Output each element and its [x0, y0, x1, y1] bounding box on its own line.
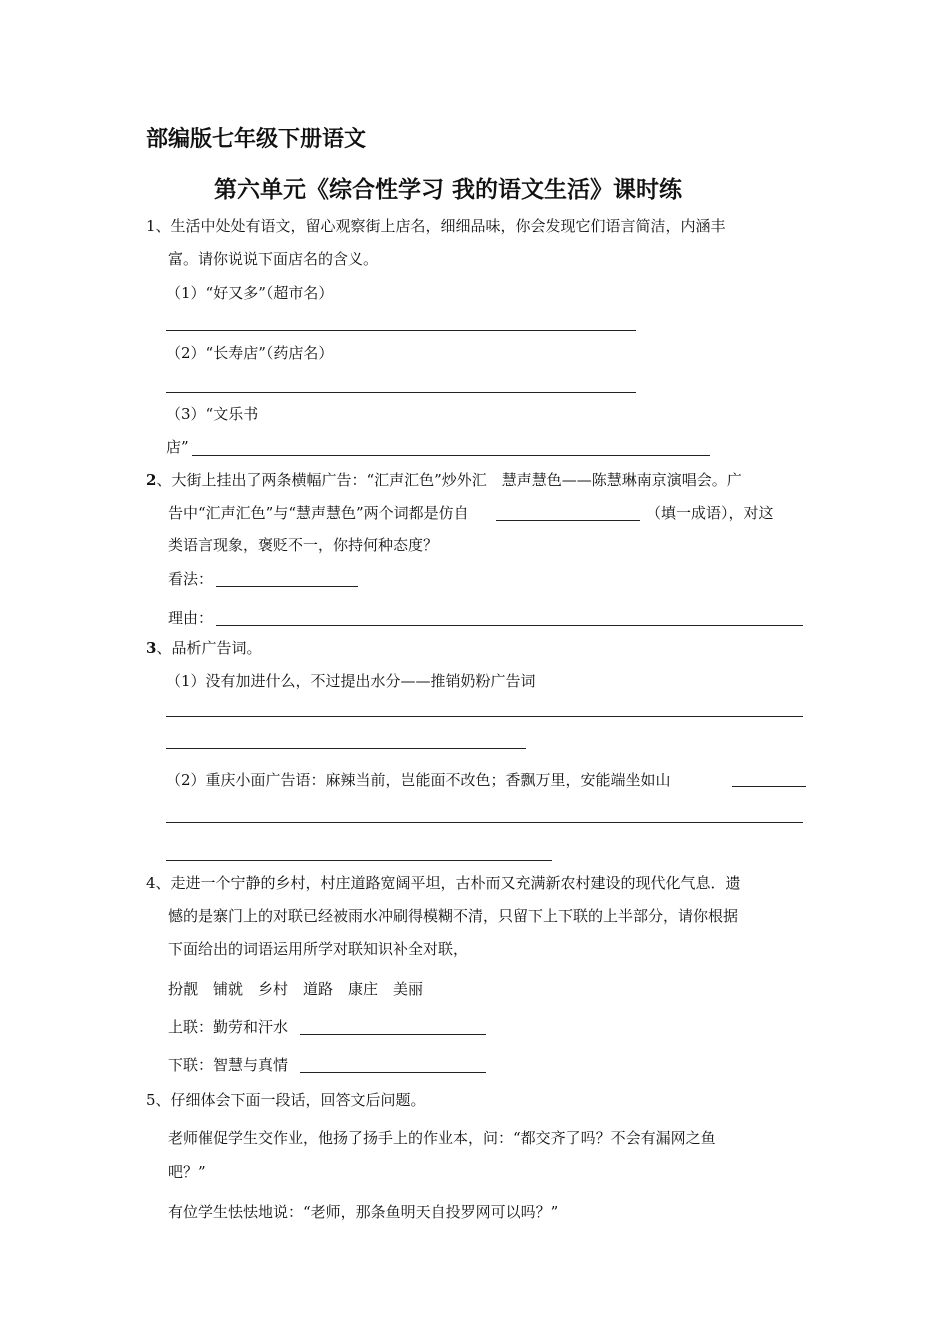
opinion-label: 看法： [168, 570, 214, 588]
question-3-line-1: 3、品析广告词。 [146, 639, 262, 657]
passage-line-3: 有位学生怯怯地说：“老师，那条鱼明天自投罗网可以吗？” [168, 1203, 559, 1221]
question-1-line-2: 富。请你说说下面店名的含义。 [168, 250, 379, 268]
passage-line-2: 吧？” [168, 1163, 206, 1181]
answer-line[interactable] [166, 860, 552, 861]
document-title: 部编版七年级下册语文 [146, 127, 367, 152]
question-4-line-3: 下面给出的词语运用所学对联知识补全对联， [168, 940, 469, 958]
question-1-item-3-cont: 店” [166, 438, 189, 456]
answer-line[interactable] [166, 748, 526, 749]
question-2-line-2b: （填一成语），对这 [646, 504, 774, 522]
question-1-item-1: （1）“好又多”（超市名） [166, 284, 334, 302]
question-5-line-1: 5、仔细体会下面一段话，回答文后问题。 [146, 1091, 426, 1109]
question-number: 5 [146, 1091, 156, 1109]
document-subtitle: 第六单元《综合性学习 我的语文生活》课时练 [214, 177, 683, 203]
answer-line[interactable] [192, 455, 710, 456]
question-1-item-3: （3）“文乐书 [166, 405, 259, 423]
reason-answer-line[interactable] [216, 625, 803, 626]
question-3-item-2: （2）重庆小面广告语：麻辣当前，岂能面不改色；香飘万里，安能端坐如山 [166, 771, 671, 789]
lower-couplet-answer-line[interactable] [300, 1072, 486, 1073]
reason-label: 理由： [168, 609, 214, 627]
question-4-line-1: 4、走进一个宁静的乡村，村庄道路宽阔平坦，古朴而又充满新农村建设的现代化气息．遗 [146, 874, 741, 892]
word-bank: 扮靓 铺就 乡村 道路 康庄 美丽 [168, 980, 424, 998]
question-1-line-1: 1、生活中处处有语文，留心观察街上店名，细细品味，你会发现它们语言简洁，内涵丰 [146, 217, 726, 235]
lower-couplet: 下联：智慧与真情 [168, 1056, 289, 1074]
question-number: 2 [146, 471, 157, 489]
question-number: 4 [146, 874, 156, 892]
upper-couplet-answer-line[interactable] [300, 1034, 486, 1035]
answer-line[interactable] [166, 822, 803, 823]
question-number: 1 [146, 217, 156, 235]
upper-couplet: 上联：勤劳和汗水 [168, 1018, 289, 1036]
question-1-item-2: （2）“长寿店”（药店名） [166, 344, 334, 362]
question-3-item-1: （1）没有加进什么，不过提出水分——推销奶粉广告词 [166, 672, 536, 690]
answer-line[interactable] [166, 330, 636, 331]
idiom-answer-line[interactable] [496, 520, 640, 521]
question-4-line-2: 憾的是寨门上的对联已经被雨水冲刷得模糊不清，只留下上下联的上半部分，请你根据 [168, 907, 739, 925]
answer-line[interactable] [166, 716, 803, 717]
answer-line[interactable] [166, 392, 636, 393]
question-2-line-2a: 告中“汇声汇色”与“慧声慧色”两个词都是仿自 [168, 504, 469, 522]
passage-line-1: 老师催促学生交作业，他扬了扬手上的作业本，问：“都交齐了吗？不会有漏网之鱼 [168, 1129, 716, 1147]
question-2-line-3: 类语言现象，褒贬不一，你持何种态度？ [168, 536, 439, 554]
answer-line[interactable] [732, 786, 806, 787]
question-number: 3 [146, 639, 157, 657]
opinion-answer-line[interactable] [216, 586, 358, 587]
question-2-line-1: 2、大街上挂出了两条横幅广告：“汇声汇色”炒外汇 慧声慧色——陈慧琳南京演唱会。广 [146, 471, 742, 489]
